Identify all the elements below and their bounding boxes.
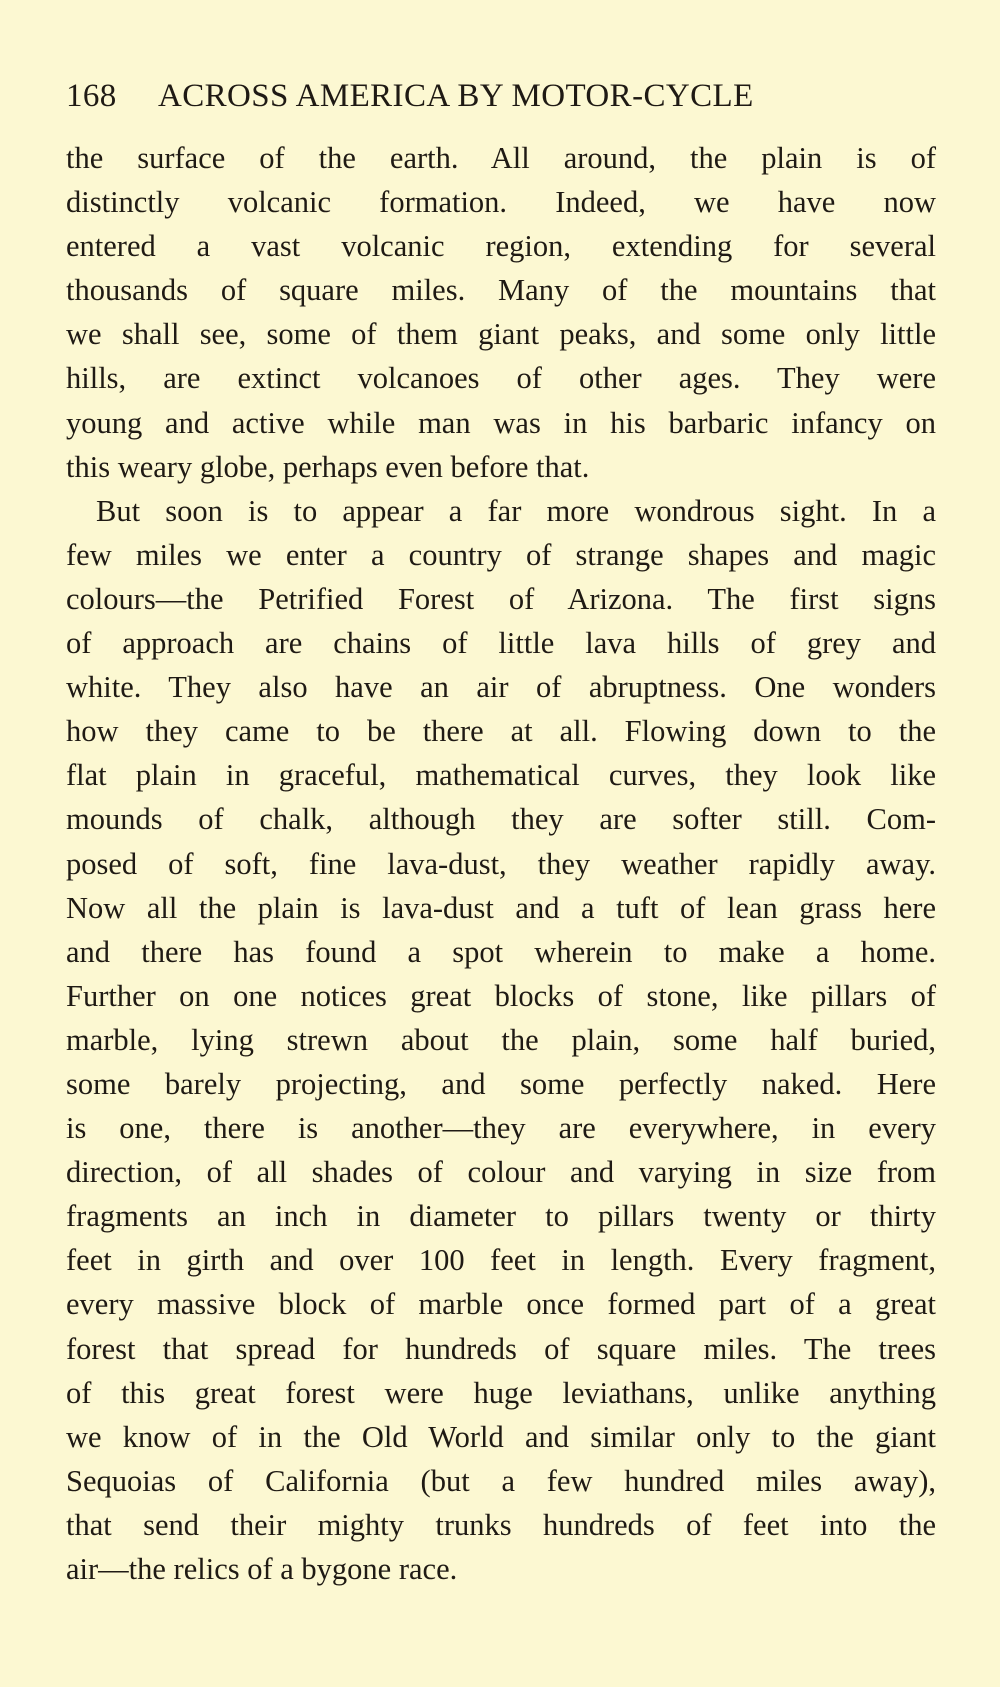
text-line: few miles we enter a country of strange shapes and magic [66, 537, 936, 572]
text-line: direction, of all shades of colour and varying in size from [66, 1155, 936, 1190]
body-text [66, 136, 936, 1591]
text-line: Sequoias of California (but a few hundred miles away), [66, 1463, 936, 1498]
text-line: forest that spread for hundreds of square miles. The trees [66, 1331, 936, 1366]
text-line: distinctly volcanic formation. Indeed, we have now [66, 185, 936, 220]
text-line: every massive block of marble once formed part of a great [66, 1287, 936, 1322]
text-line: hills, are extinct volcanoes of other ages. They were [66, 361, 936, 396]
text-line: is one, there is another—they are everywhere, in every [66, 1111, 936, 1146]
text-line: white. They also have an air of abruptness. One wonders [66, 670, 936, 705]
text-line: this weary globe, perhaps even before that. [66, 449, 590, 484]
text-line: feet in girth and over 100 feet in length. Every fragment, [66, 1243, 936, 1278]
text-line: the surface of the earth. All around, the plain is of [66, 141, 936, 175]
text-line: that send their mighty trunks hundreds of feet into the [66, 1507, 936, 1542]
text-line: flat plain in graceful, mathematical curves, they look like [66, 758, 936, 793]
text-line: we shall see, some of them giant peaks, and some only little [66, 317, 936, 352]
text-line: and there has found a spot wherein to make a home. [66, 934, 936, 969]
paragraph-1 [66, 136, 936, 489]
text-line: mounds of chalk, although they are softer still. Com- [66, 802, 936, 837]
text-line: fragments an inch in diameter to pillars twenty or thirty [66, 1199, 936, 1234]
text-line: air—the relics of a bygone race. [66, 1552, 458, 1586]
text-line: some barely projecting, and some perfectly naked. Here [66, 1066, 936, 1101]
text-line: Now all the plain is lava-dust and a tuft of lean grass here [66, 890, 936, 925]
page-number: 168 [66, 78, 117, 114]
text-line: we know of in the Old World and similar only to the giant [66, 1419, 936, 1454]
text-line: posed of soft, fine lava-dust, they weather rapidly away. [66, 846, 936, 881]
text-line: colours—the Petrified Forest of Arizona. The first signs [66, 581, 936, 616]
text-line: of approach are chains of little lava hills of grey and [66, 626, 936, 661]
text-line: marble, lying strewn about the plain, some half buried, [66, 1022, 936, 1057]
paragraph-2 [66, 489, 936, 1591]
text-line: of this great forest were huge leviathans, unlike anything [66, 1375, 936, 1410]
text-line: thousands of square miles. Many of the mountains that [66, 273, 936, 308]
running-head [66, 72, 936, 120]
book-title: ACROSS AMERICA BY MOTOR-CYCLE [158, 78, 754, 114]
text-line: how they came to be there at all. Flowing down to the [66, 714, 936, 749]
text-line: entered a vast volcanic region, extending for several [66, 229, 936, 264]
text-line: But soon is to appear a far more wondrous sight. In a [96, 493, 936, 528]
text-line: young and active while man was in his barbaric infancy on [66, 405, 936, 440]
text-line: Further on one notices great blocks of stone, like pillars of [66, 978, 936, 1013]
